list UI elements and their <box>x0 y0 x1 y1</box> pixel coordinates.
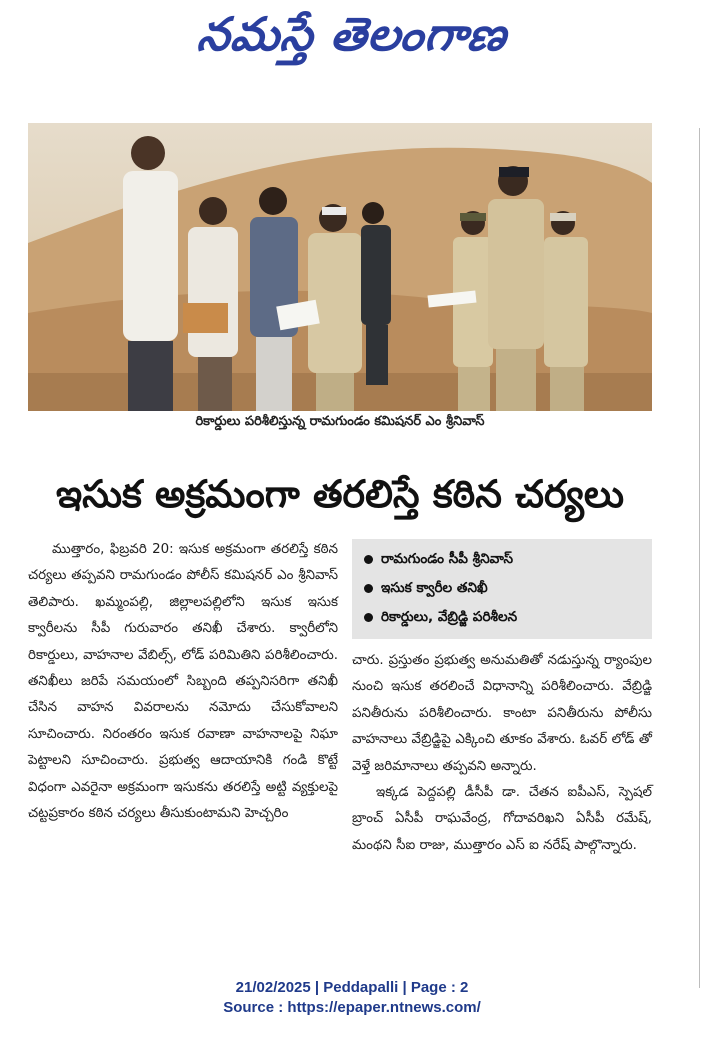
source-link[interactable]: Source : https://epaper.ntnews.com/ <box>223 999 481 1016</box>
page-footer <box>0 978 704 1018</box>
photo-illustration <box>28 123 652 411</box>
newspaper-title: నమస్తే తెలంగాణ <box>195 7 511 61</box>
highlight-item <box>364 574 640 603</box>
bullet-icon <box>364 613 373 622</box>
edition-info: 21/02/2025 | Peddapalli | Page : 2 <box>235 979 469 996</box>
bullet-icon <box>364 555 373 564</box>
highlight-item <box>364 545 640 574</box>
highlight-text: రామగుండం సీపీ శ్రీనివాస్ <box>381 551 514 567</box>
highlight-item <box>364 603 640 632</box>
photo-caption: రికార్డులు పరిశీలిస్తున్న రామగుండం కమిషనర్ ఎం శ్రీనివాస్ <box>195 414 485 429</box>
bullet-icon <box>364 584 373 593</box>
article-paragraph: ముత్తారం, ఫిబ్రవరి 20: ఇసుక అక్రమంగా తరలిస్తే కఠిన చర్యలు తప్పవని రామగుండం పోలీస్ కమిషనర్ ఎం శ్రీనివాస్ తెలిపారు. ఖమ్మంపల్లి, జిల్లాలపల్లిలోని ఇసుక ఇసుక క్వారీలను సీపీ గురువారం తనిఖీ చేశారు. క్వారీలోని రికార్డులు, వాహనాల వేబిల్స్, లోడ్ పరిమితిని పరిశీలించారు. తనిఖీలు జరిపే సమయంలో సిబ్బంది తప్పనిసరిగా తనిఖీ చేసిన వాహన వివరాలను నమోదు చేసుకోవాలని సూచించారు. నిరంతరం ఇసుక రవాణా వాహనాలపై నిఘా పెట్టాలని సూచించారు. ప్రభుత్వ ఆదాయానికి గండి కొట్టే విధంగా ఎవరైనా అక్రమంగా ఇసుకను తరలిస్తే అట్టి వ్యక్తులపై చట్టప్రకారం కఠిన చర్యలు తీసుకుంటామని హెచ్చరిం <box>28 542 338 822</box>
article-paragraph: ఇక్కడ పెద్దపల్లి డీసీపీ డా. చేతన ఐపీఎస్, స్పెషల్ బ్రాంచ్ ఏసీపీ రాఘవేంద్ర, గోదావరిఖని ఏసీపీ రమేష్, మంథని సీఐ రాజు, ముత్తారం ఎస్ ఐ నరేష్ పాల్గొన్నారు. <box>352 785 652 853</box>
masthead <box>0 0 704 80</box>
column-divider <box>699 128 700 988</box>
article-right-column <box>352 648 652 958</box>
highlights-box <box>352 539 652 639</box>
article-left-column <box>28 537 338 957</box>
highlight-text: రికార్డులు, వేబ్రిడ్జి పరిశీలన <box>381 609 518 625</box>
article-headline: ఇసుక అక్రమంగా తరలిస్తే కఠిన చర్యలు <box>55 472 625 516</box>
news-photo <box>28 123 652 411</box>
highlight-text: ఇసుక క్వారీల తనిఖీ <box>381 580 488 596</box>
article-paragraph: చారు. ప్రస్తుతం ప్రభుత్వ అనుమతితో నడుస్తున్న ర్యాంపుల నుంచి ఇసుక తరలించే విధానాన్ని పరిశీలించారు. వేబ్రిడ్జి పనితీరును పరిశీలించారు. కాంటా పనితీరును పోలీసు వాహనాలు వేబ్రిడ్జిపై ఎక్కించి తూకం వేశారు. ఓవర్ లోడ్ తో వెళ్తే జరిమానాలు తప్పవని అన్నారు. <box>352 653 652 774</box>
